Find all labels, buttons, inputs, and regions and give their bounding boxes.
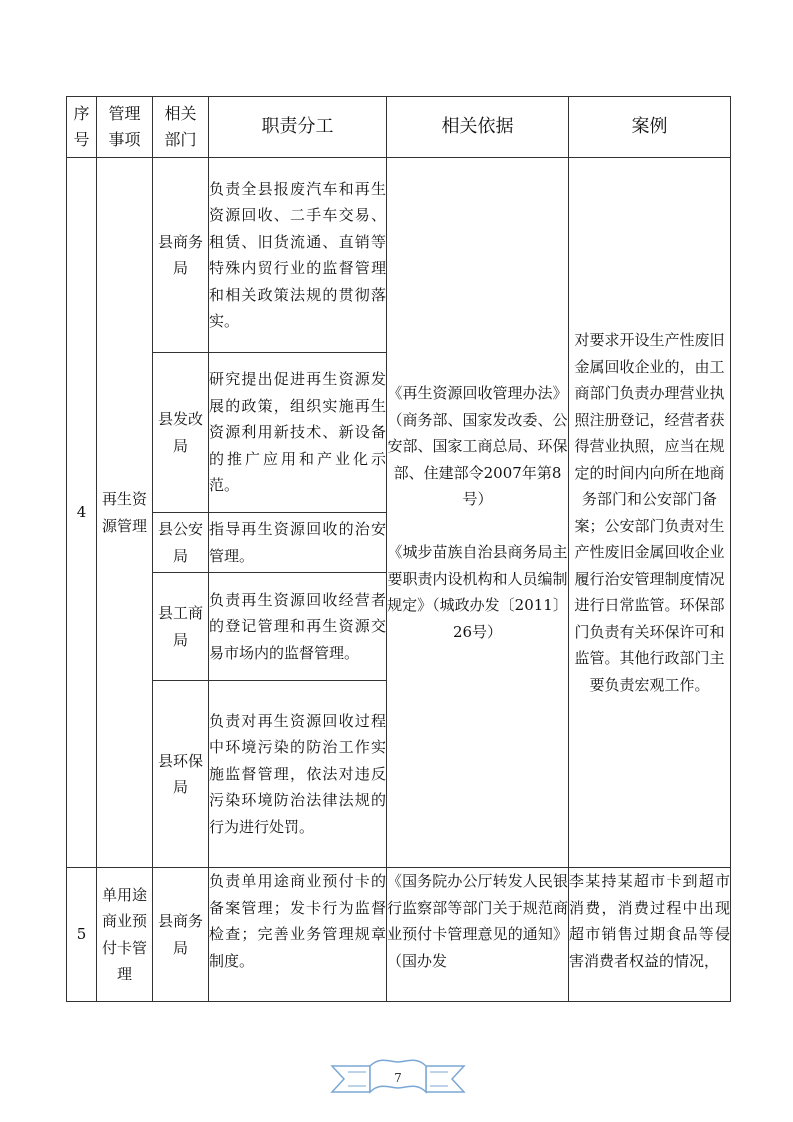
- header-no: 序号: [67, 97, 97, 158]
- dept-name: 县公安局: [153, 513, 209, 573]
- dept-name: 县工商局: [153, 573, 209, 681]
- basis-cell: 《国务院办公厅转发人民银行监察部等部门关于规范商业预付卡管理意见的通知》（国办发: [387, 868, 569, 1002]
- table-row: [67, 158, 731, 353]
- header-item: 管理事项: [97, 97, 153, 158]
- dept-duty: 指导再生资源回收的治安管理。: [209, 513, 387, 573]
- dept-name: 县商务局: [153, 158, 209, 353]
- header-basis: 相关依据: [387, 97, 569, 158]
- case-cell: 对要求开设生产性废旧金属回收企业的，由工商部门负责办理营业执照注册登记，经营者获得营业执照，应当在规定的时间内向所在地商务部门和公安部门备案；公安部门负责对生产性废旧金属回收企业履行治安管理制度情况进行日常监管。环保部门负责有关环保许可和监管。其他行政部门主要负责宏观工作。: [569, 158, 731, 868]
- management-item: 单用途商业预付卡管理: [97, 868, 153, 1002]
- dept-name: 县环保局: [153, 681, 209, 868]
- basis-cell: 《再生资源回收管理办法》（商务部、国家发改委、公安部、国家工商总局、环保部、住建部令2007年第8号） 《城步苗族自治县商务局主要职责内设机构和人员编制规定》（城政办发〔2011〕26号）: [387, 158, 569, 868]
- dept-duty: 负责再生资源回收经营者的登记管理和再生资源交易市场内的监督管理。: [209, 573, 387, 681]
- table-row: [67, 868, 731, 1002]
- dept-duty: 负责单用途商业预付卡的备案管理；发卡行为监督检查；完善业务管理规章制度。: [209, 868, 387, 1002]
- management-item: 再生资源管理: [97, 158, 153, 868]
- case-cell: 李某持某超市卡到超市消费，消费过程中出现超市销售过期食品等侵害消费者权益的情况，: [569, 868, 731, 1002]
- header-case: 案例: [569, 97, 731, 158]
- dept-name: 县商务局: [153, 868, 209, 1002]
- dept-duty: 研究提出促进再生资源发展的政策，组织实施再生资源利用新技术、新设备的推广应用和产业化示范。: [209, 353, 387, 513]
- row-number: 4: [67, 158, 97, 868]
- duty-table: [66, 96, 731, 1002]
- header-duty: 职责分工: [209, 97, 387, 158]
- header-row: [67, 97, 731, 158]
- dept-duty: 负责对再生资源回收过程中环境污染的防治工作实施监督管理，依法对违反污染环境防治法律法规的行为进行处罚。: [209, 681, 387, 868]
- dept-duty: 负责全县报废汽车和再生资源回收、二手车交易、租赁、旧货流通、直销等特殊内贸行业的监督管理和相关政策法规的贯彻落实。: [209, 158, 387, 353]
- dept-name: 县发改局: [153, 353, 209, 513]
- row-number: 5: [67, 868, 97, 1002]
- page-number: 7: [394, 1071, 402, 1085]
- header-dept: 相关部门: [153, 97, 209, 158]
